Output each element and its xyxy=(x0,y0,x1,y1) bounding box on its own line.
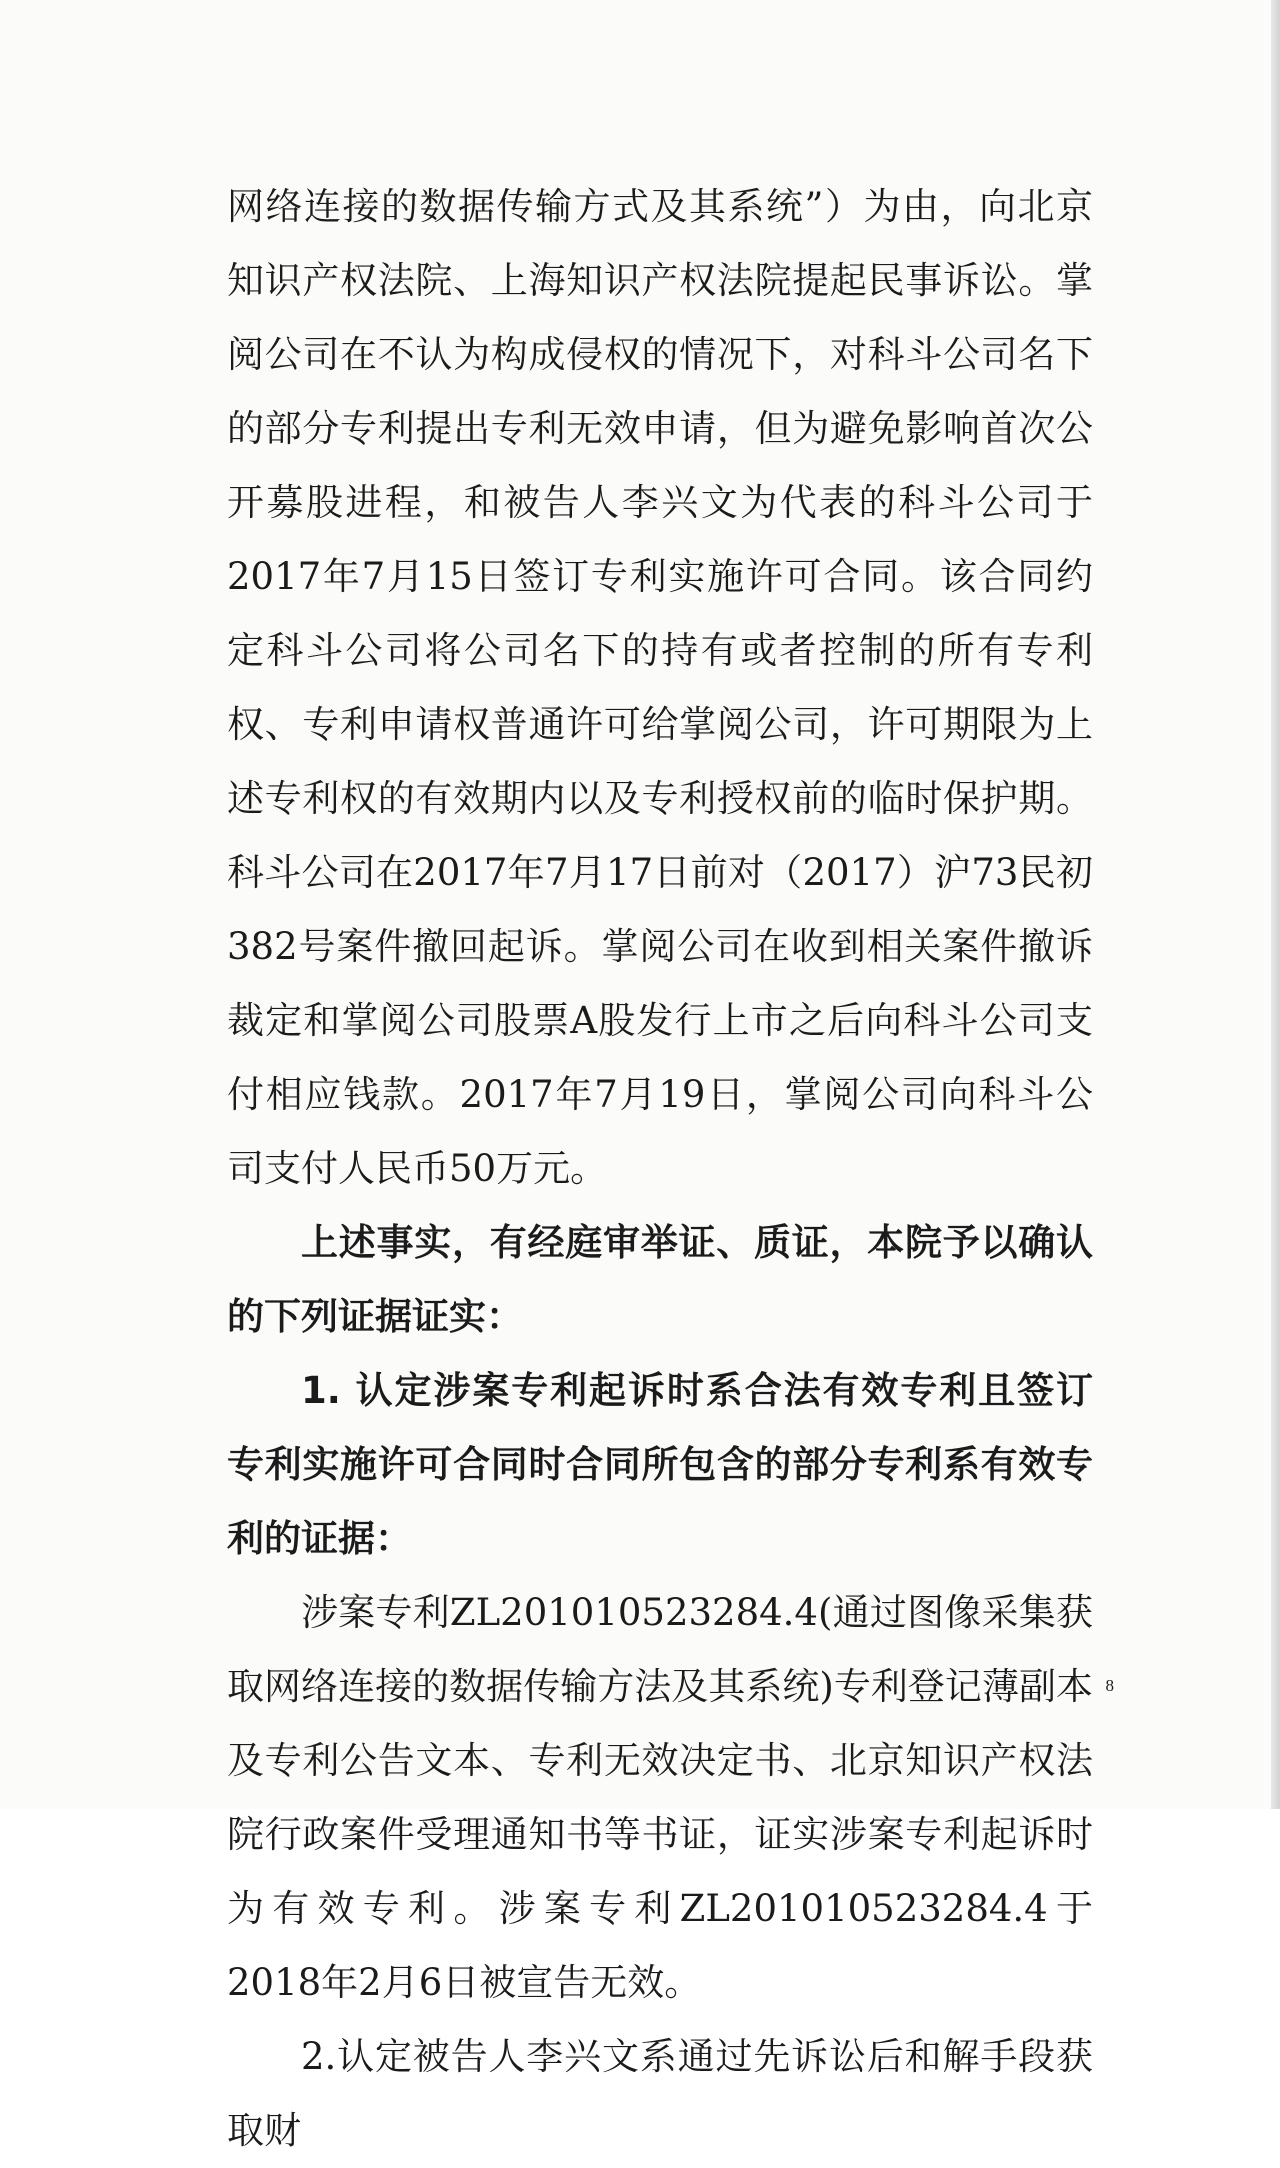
scan-edge-shadow xyxy=(1271,0,1280,1809)
evidence-heading-2: 2.认定被告人李兴文系通过先诉讼后和解手段获取财 xyxy=(227,2035,1093,2152)
paragraph-facts-continued: 网络连接的数据传输方式及其系统”）为由，向北京知识产权法院、上海知识产权法院提起民事诉讼。掌阅公司在不认为构成侵权的情况下，对科斗公司名下的部分专利提出专利无效申请，但为避免影响首次公开募股进程，和被告人李兴文为代表的科斗公司于2017年7月15日签订专利实施许可合同。该合同约定科斗公司将公司名下的持有或者控制的所有专利权、专利申请权普通许可给掌阅公司，许可期限为上述专利权的有效期内以及专利授权前的临时保护期。科斗公司在2017年7月17日前对（2017）沪73民初382号案件撤回起诉。掌阅公司在收到相关案件撤诉裁定和掌阅公司股票A股发行上市之后向科斗公司支付相应钱款。2017年7月19日，掌阅公司向科斗公司支付人民币50万元。 xyxy=(227,185,1093,1190)
document-body xyxy=(227,170,1093,2168)
paragraph-evidence-intro: 上述事实，有经庭审举证、质证，本院予以确认的下列证据证实： xyxy=(227,1221,1093,1338)
evidence-body-1: 涉案专利ZL201010523284.4(通过图像采集获取网络连接的数据传输方法及其系统)专利登记薄副本及专利公告文本、专利无效决定书、北京知识产权法院行政案件受理通知书等书证，证实涉案专利起诉时为有效专利。涉案专利ZL201010523284.4于2018年2月6日被宣告无效。 xyxy=(227,1591,1093,2004)
evidence-heading-1: 1. 认定涉案专利起诉时系合法有效专利且签订专利实施许可合同时合同所包含的部分专利系有效专利的证据： xyxy=(227,1369,1093,1560)
page-number: 8 xyxy=(1105,1676,1114,1695)
